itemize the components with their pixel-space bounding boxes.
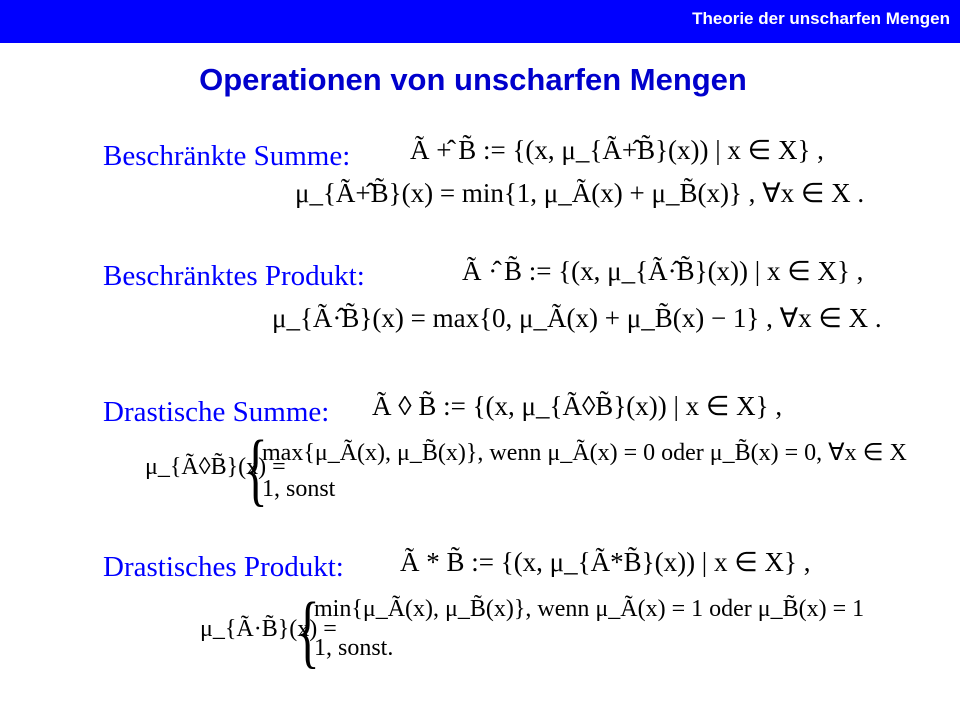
- formula-drastic-sum-def: Ã ◊ B̃ := {(x, μ_{Ã◊B̃}(x)) | x ∈ X} ,: [372, 391, 783, 421]
- heading-drastic-product: Drastisches Produkt:: [103, 551, 344, 583]
- formula-bounded-sum-membership: μ_{Ã+̂B̃}(x) = min{1, μ_Ã(x) + μ_B̃(x)} , ∀x ∈ X .: [295, 178, 865, 208]
- case-brace-drastic-sum: {: [244, 423, 268, 514]
- formula-drastic-sum-lhs: μ_{Ã◊B̃}(x) =: [145, 454, 286, 480]
- formula-bounded-product-membership: μ_{Ã·̂B̃}(x) = max{0, μ_Ã(x) + μ_B̃(x) − 1} , ∀x ∈ X .: [272, 303, 882, 333]
- formula-drastic-product-lhs: μ_{Ã·B̃}(x) =: [200, 616, 337, 642]
- formula-drastic-product-case2: 1, sonst.: [314, 635, 394, 661]
- case-brace-drastic-product: {: [296, 585, 320, 676]
- formula-bounded-product-def: Ã ·̂ B̃ := {(x, μ_{Ã·̂B̃}(x)) | x ∈ X} ,: [462, 256, 864, 286]
- heading-bounded-sum: Beschränkte Summe:: [103, 140, 351, 172]
- formula-drastic-product-def: Ã * B̃ := {(x, μ_{Ã*B̃}(x)) | x ∈ X} ,: [400, 547, 811, 577]
- formula-drastic-sum-case1: max{μ_Ã(x), μ_B̃(x)}, wenn μ_Ã(x) = 0 oder μ_B̃(x) = 0, ∀x ∈ X: [262, 440, 907, 466]
- header-bar: [0, 0, 960, 43]
- heading-bounded-product: Beschränktes Produkt:: [103, 260, 365, 292]
- formula-bounded-sum-def: Ã +̂ B̃ := {(x, μ_{Ã+̂B̃}(x)) | x ∈ X} ,: [410, 135, 824, 165]
- formula-drastic-sum-case2: 1, sonst: [262, 476, 336, 502]
- heading-drastic-sum: Drastische Summe:: [103, 396, 330, 428]
- header-title: Theorie der unscharfen Mengen: [692, 9, 950, 28]
- formula-drastic-product-case1: min{μ_Ã(x), μ_B̃(x)}, wenn μ_Ã(x) = 1 oder μ_B̃(x) = 1: [314, 596, 865, 622]
- slide-title: Operationen von unscharfen Mengen: [199, 62, 747, 97]
